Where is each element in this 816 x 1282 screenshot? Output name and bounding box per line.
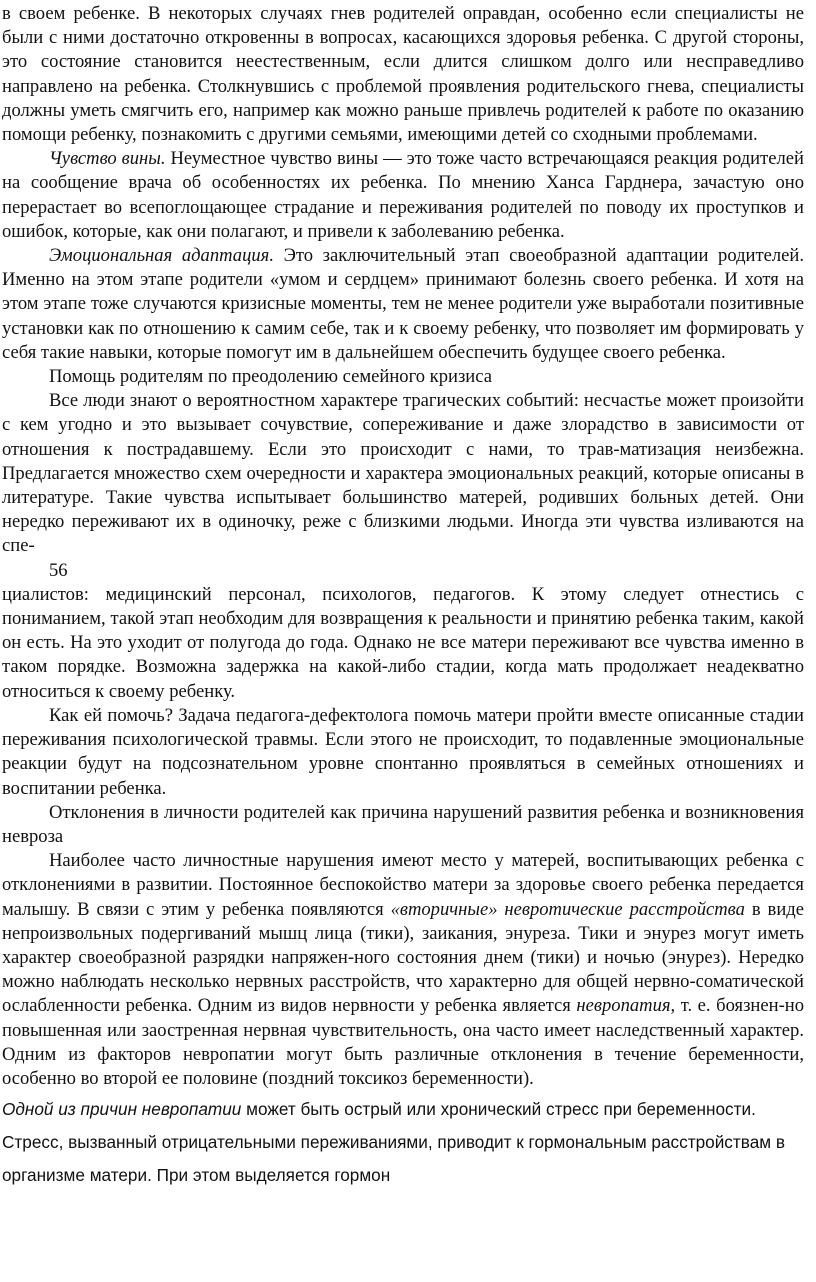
neuropathy-text-part-1: Наиболее часто личностные нарушения имеют место у матерей, воспитывающих ребенка с отклонениями в развитии. Постоянное беспокойство матери за здоровье своего ребенка передается малышу. В связи с этим у ребенка появляются <box>2 850 804 920</box>
paragraph-specialists: циалистов: медицинский персонал, психологов, педагогов. К этому следует отнестись с пониманием, такой этап необходим для возвращения к реальности и принятию ребенка таким, какой он есть. На это уходит от полугода до года. Однако не все матери переживают все чувства именно в таком порядке. Возможна задержка на какой-либо стадии, когда мать продолжает неадекватно относиться к своему ребенку. <box>2 583 804 702</box>
neuropathy-italic-secondary-disorders: «вторичные» невротические расстройства <box>390 898 745 920</box>
paragraph-emotional-adaptation <box>2 244 804 365</box>
paragraph-parental-anger: в своем ребенке. В некоторых случаях гнев родителей оправдан, особенно если специалисты не были с ними достаточно откровенны в вопросах, касающихся здоровья ребенка. С другой стороны, это состояние становится неестественным, если длится слишком долго или несправедливо направлено на ребенка. Столкнувшись с проблемой проявления родительского гнева, специалисты должны уметь смягчить его, например как можно раньше привлечь родителей к работе по оказанию помощи ребенку, познакомить с другими семьями, имеющими детей со сходными проблемами. <box>2 3 804 146</box>
paragraph-how-to-help: Как ей помочь? Задача педагога-дефектолога помочь матери пройти вместе описанные стадии переживания психологической травмы. Если этого не происходит, то подавленные эмоциональные реакции будут на подсознательном уровне спонтанно проявляться в семейных отношениях и воспитании ребенка. <box>2 704 804 799</box>
paragraph-neuropathy <box>2 849 804 1091</box>
paragraph-tragic-events: Все люди знают о вероятностном характере трагических событий: несчастье может произойти с кем угодно и это вызывает сочувствие, сопереживание и даже злорадство в зависимости от отношения к пострадавшему. Если это происходит с нами, то трав-матизация неизбежна. Предлагается множество схем очередности и характера эмоциональных реакций, которые описаны в литературе. Такие чувства испытывает большинство матерей, родивших больных детей. Они нередко переживают их в одиночку, реже с близкими людьми. Иногда эти чувства изливаются на спе- <box>2 390 804 557</box>
paragraph-stress-cause <box>2 1093 804 1192</box>
neuropathy-italic-term: невропатия, <box>576 995 676 1017</box>
section-heading-family-crisis: Помощь родителям по преодолению семейного кризиса <box>49 366 492 388</box>
stress-cause-body: может быть острый или хронический стресс при беременности. Стресс, вызванный отрицательными переживаниями, приводит к гормональным расстройствам в организме матери. При этом выделяется гормон <box>2 1099 785 1186</box>
section-heading-parent-deviations: Отклонения в личности родителей как причина нарушений развития ребенка и возникновения невроза <box>2 801 804 847</box>
paragraph-guilt-heading: Чувство вины. <box>49 148 166 170</box>
stress-cause-heading: Одной из причин невропатии <box>2 1099 242 1120</box>
paragraph-guilt <box>2 147 804 244</box>
neuropathy-text-part-3: т. е. боязнен-но повышенная или заостренная нервная чувствительность, она часто имеет наследственный характер. Одним из факторов невропатии могут быть различные отклонения в течение беременности, особенно во второй ее половине (поздний токсикоз беременности). <box>2 995 805 1089</box>
paragraph-guilt-body: Неуместное чувство вины — это тоже часто встречающаяся реакция родителей на сообщение врача об особенностях их ребенка. По мнению Ханса Гарднера, зачастую оно перерастает во всепоглощающее страдание и переживания родителей по поводу их проступков и ошибок, которые, как они полагают, и привели к заболеванию ребенка. <box>2 148 804 242</box>
paragraph-adaptation-body: Это заключительный этап своеобразной адаптации родителей. Именно на этом этапе родители «умом и сердцем» принимают болезнь своего ребенка. И хотя на этом этапе тоже случаются кризисные моменты, тем не менее родители уже выработали позитивные установки как по отношению к самим себе, так и к своему ребенку, что позволяет им формировать у себя такие навыки, которые помогут им в дальнейшем обеспечить будущее своего ребенка. <box>2 245 804 363</box>
page-number: 56 <box>49 559 68 581</box>
paragraph-adaptation-heading: Эмоциональная адаптация. <box>49 245 274 267</box>
neuropathy-text-part-2: в виде непроизвольных подергиваний мышц лица (тики), заикания, энуреза. Тики и энурез могут иметь характер своеобразной разрядки напряжен-ного состояния днем (тики) и ночью (энурез). Нередко можно наблюдать несколько нервных расстройств, что характерно для общей нервно-соматической ослабленности ребенка. Одним из видов нервности у ребенка является <box>2 898 804 1017</box>
